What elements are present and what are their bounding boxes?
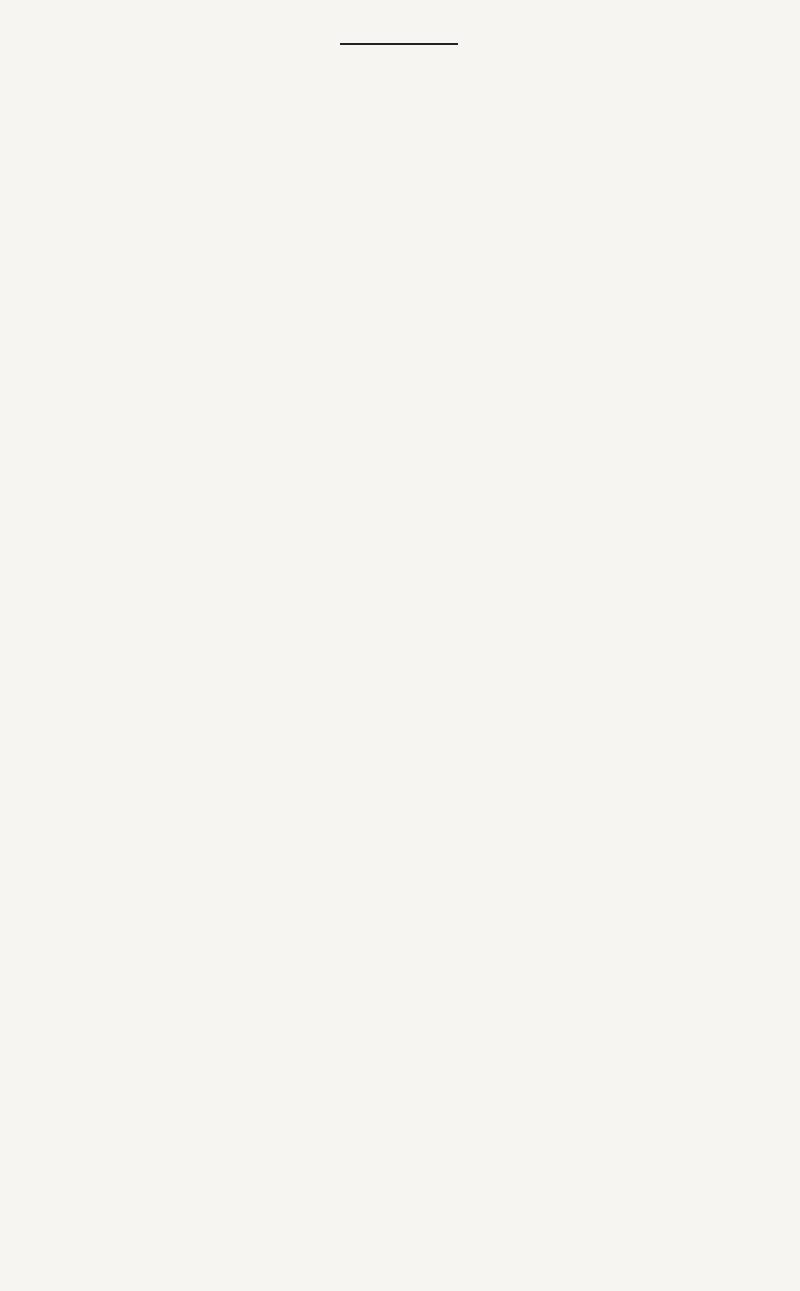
text-line <box>82 1000 730 1027</box>
text-line <box>82 1136 730 1163</box>
text-line <box>82 1054 730 1081</box>
text-line <box>82 1109 730 1136</box>
text-line <box>82 945 730 972</box>
body-text-bottom <box>82 918 730 1164</box>
text-line <box>82 973 730 1000</box>
text-line <box>82 918 730 945</box>
text-line <box>82 1082 730 1109</box>
text-line <box>82 1027 730 1054</box>
header-rule <box>340 43 458 45</box>
